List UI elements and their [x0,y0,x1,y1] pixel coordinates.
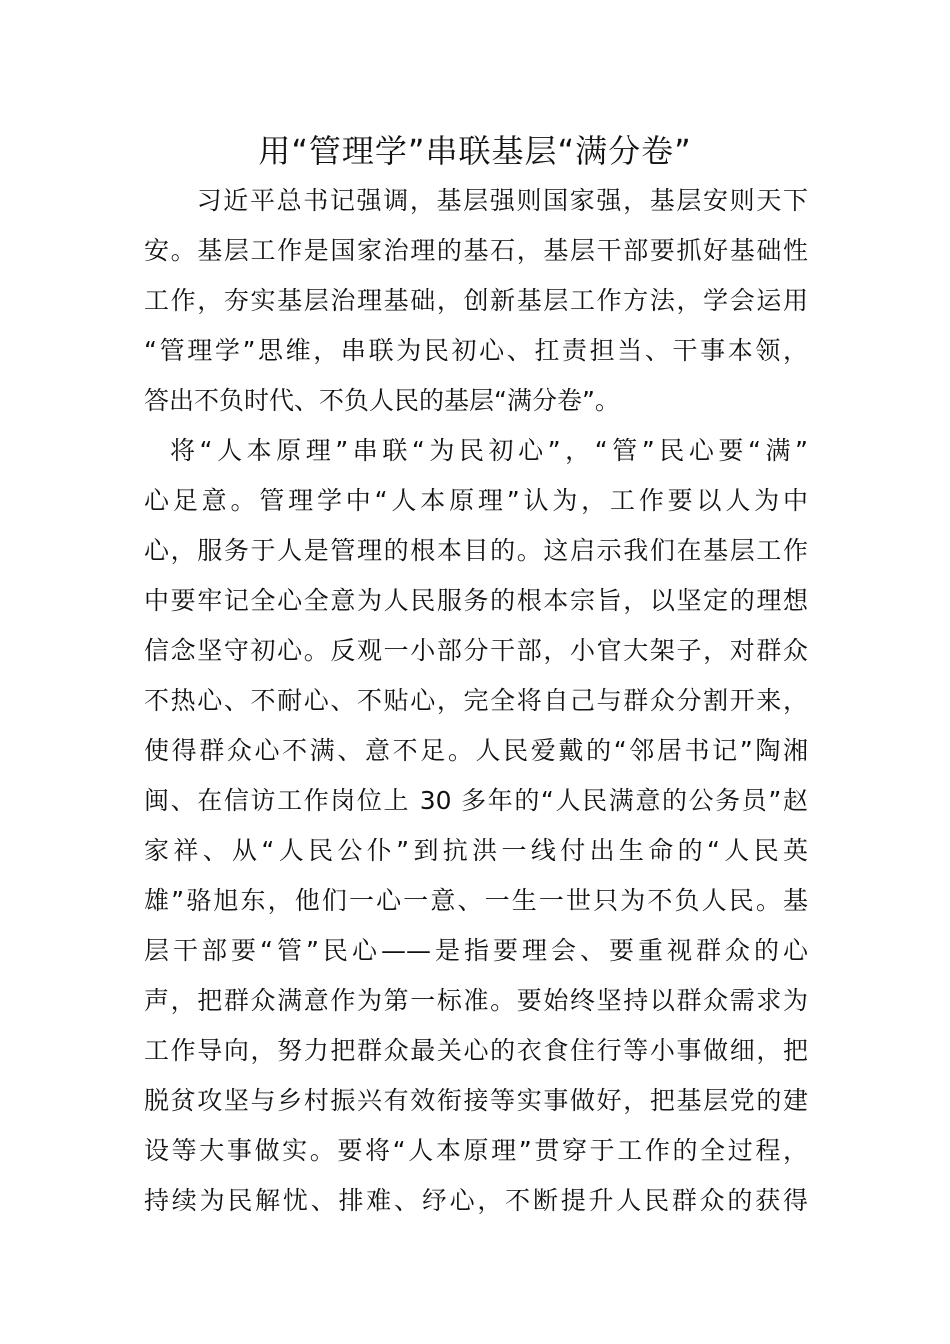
paragraph-line: 脱贫攻坚与乡村振兴有效衔接等实事做好，把基层党的建 [144,1086,808,1115]
paragraph-line: 将“人本原理”串联“为民初心”，“管”民心要“满” [170,436,808,465]
paragraph-line: 答出不负时代、不负人民的基层“满分卷”。 [144,386,620,415]
paragraph-line: 习近平总书记强调，基层强则国家强，基层安则天下 [170,186,808,215]
paragraph-line: 不热心、不耐心、不贴心，完全将自己与群众分割开来， [144,686,808,715]
paragraph-line: 闽、在信访工作岗位上 30 多年的“人民满意的公务员”赵 [144,786,808,815]
document-title: 用“管理学”串联基层“满分卷” [258,132,692,170]
paragraph-line: 工作，夯实基层治理基础，创新基层工作方法，学会运用 [144,286,808,315]
paragraph-line: 中要牢记全心全意为人民服务的根本宗旨，以坚定的理想 [144,586,808,615]
paragraph-line: 雄”骆旭东，他们一心一意、一生一世只为不负人民。基 [144,886,808,915]
paragraph-line: 工作导向，努力把群众最关心的衣食住行等小事做细，把 [144,1036,808,1065]
paragraph-line: 信念坚守初心。反观一小部分干部，小官大架子，对群众 [144,636,808,665]
paragraph-line: 设等大事做实。要将“人本原理”贯穿于工作的全过程， [144,1136,808,1165]
paragraph-line: 使得群众心不满、意不足。人民爱戴的“邻居书记”陶湘 [144,736,808,765]
paragraph-line: “管理学”思维，串联为民初心、扛责担当、干事本领， [144,336,808,365]
paragraph-line: 声，把群众满意作为第一标准。要始终坚持以群众需求为 [144,986,808,1015]
paragraph-line: 心，服务于人是管理的根本目的。这启示我们在基层工作 [144,536,808,565]
paragraph-line: 心足意。管理学中“人本原理”认为，工作要以人为中 [144,486,808,515]
paragraph-line: 层干部要“管”民心——是指要理会、要重视群众的心 [144,936,808,965]
paragraph-line: 安。基层工作是国家治理的基石，基层干部要抓好基础性 [144,236,808,265]
paragraph-line: 持续为民解忧、排难、纾心，不断提升人民群众的获得 [144,1186,808,1215]
paragraph-line: 家祥、从“人民公仆”到抗洪一线付出生命的“人民英 [144,836,808,865]
